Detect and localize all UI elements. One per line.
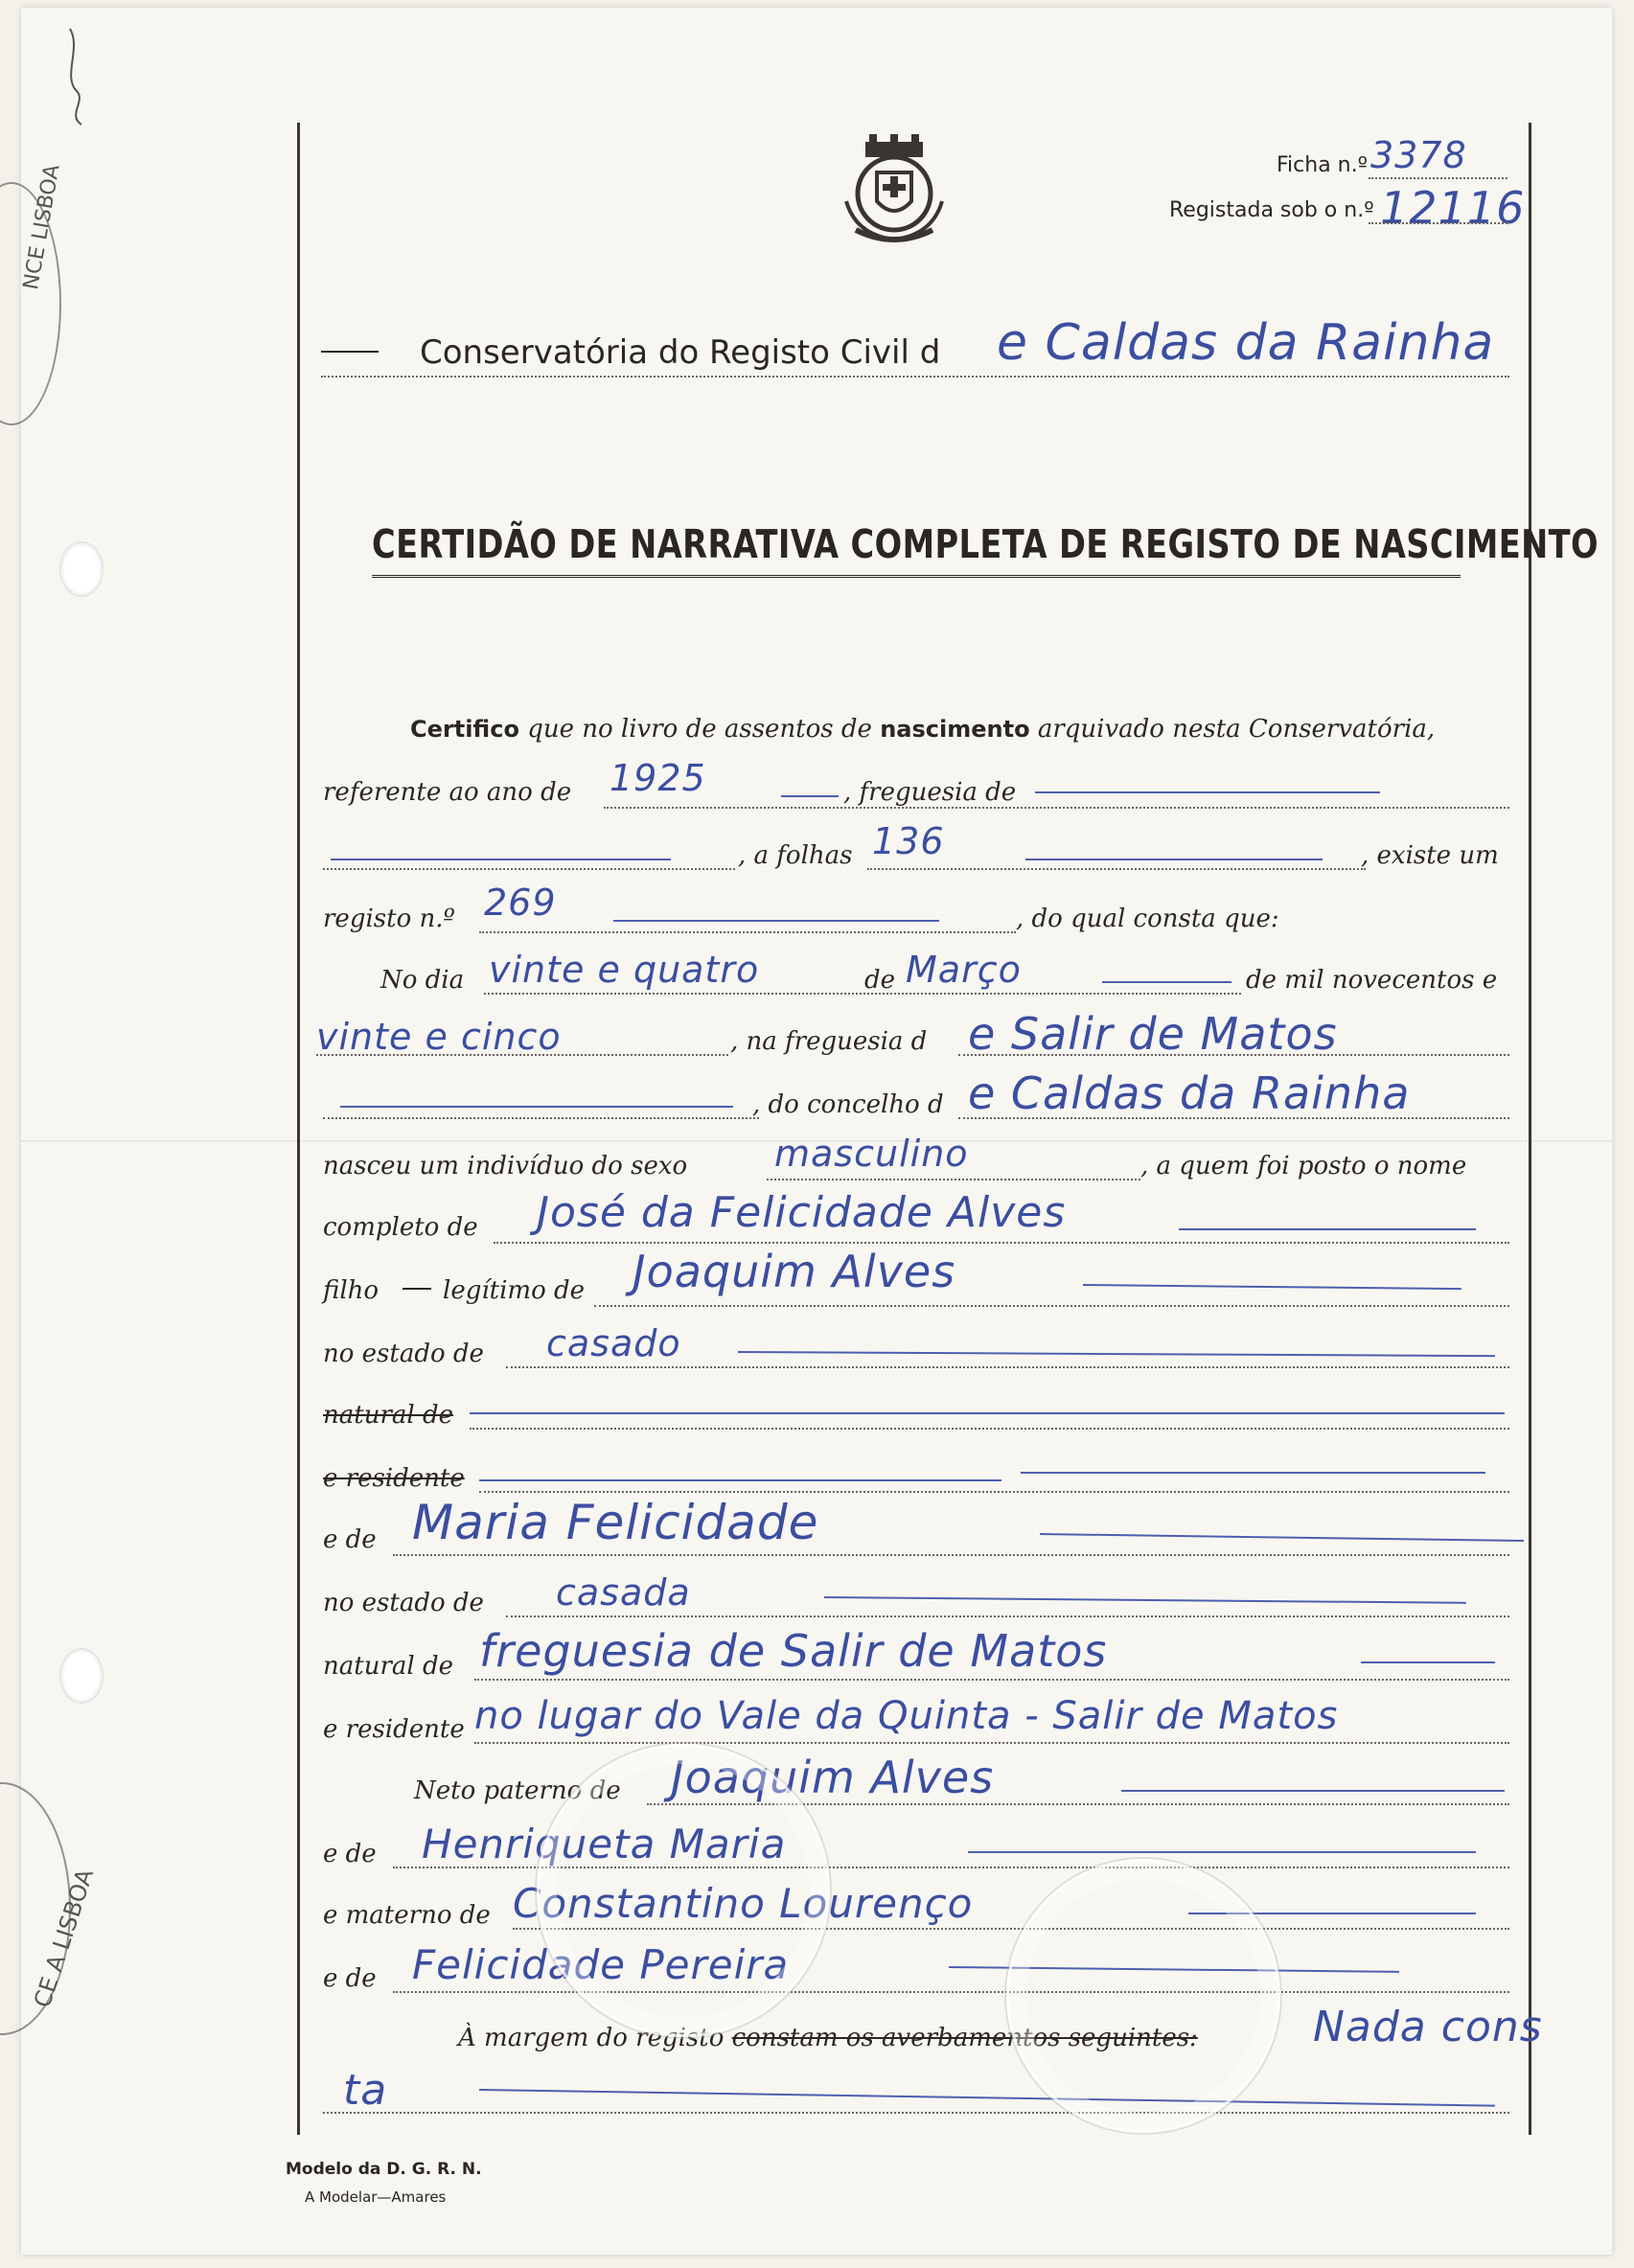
line14-dots [393,1554,1509,1556]
ficha-value: 3378 [1370,134,1467,176]
certifico-text-1: que no livro de assentos de [527,715,872,744]
natural-mae-label: natural de [323,1652,453,1681]
line2-dots [604,807,1509,809]
margem-text: À margem do registo [458,2024,725,2052]
registada-label: Registada sob o n.º [1169,198,1374,222]
certifico-text-2: arquivado nesta Conservatória, [1037,715,1436,744]
line3-dots-2 [867,868,1366,870]
line13-dots [479,1491,1509,1493]
avo-mat-value: Constantino Lourenço [513,1880,974,1927]
avo-mat-f-value: Felicidade Pereira [412,1941,790,1988]
mae-value: Maria Felicidade [412,1495,819,1550]
referente-label: referente ao ano de [323,778,572,807]
punch-hole-top [59,541,104,597]
neto-label: Neto paterno de [414,1776,621,1805]
embossed-seal-left [537,1744,830,2037]
line2-pen-2 [1035,791,1380,793]
document-title: CERTIDÃO DE NARRATIVA COMPLETA DE REGISTO DE NASCIMENTO [372,521,1599,567]
filho-dash [403,1288,431,1290]
materno-label: e materno de [323,1901,491,1930]
estado-mae-label: no estado de [323,1589,484,1617]
line5-dots [484,993,1241,995]
folhas-label: , a folhas [738,841,853,870]
line4-dots [479,931,1016,933]
line3-pen-1 [331,859,671,860]
sexo-value: masculino [774,1133,969,1175]
quem-label: , a quem foi posto o nome [1140,1152,1467,1180]
avo-pat-value: Joaquim Alves [671,1752,995,1803]
line6-dots-1 [316,1054,728,1056]
certifico-bold-2: nascimento [880,716,1030,743]
line10-dots [594,1305,1509,1307]
line15-dots [506,1615,1509,1617]
legitimo-label: legítimo de [443,1276,586,1305]
conservatoria-dots [321,376,1509,378]
registo-label: registo n.º [323,905,455,933]
ano-extenso: vinte e cinco [316,1016,562,1058]
estado-pai-value: casado [546,1322,681,1364]
mes-value: Março [906,949,1022,991]
concelho-value: e Caldas da Rainha [968,1067,1411,1119]
certifico-bold: Certifico [410,716,519,743]
registo-value: 269 [484,882,557,924]
natural-pai-label: natural de [323,1401,453,1430]
certifico-line [410,715,1435,744]
line21-dots [393,1991,1509,1993]
freguesia-label: , freguesia de [843,778,1017,807]
embossed-seal-right [1006,1859,1280,2133]
folhas-value: 136 [872,820,945,862]
line18-pen [1121,1790,1505,1792]
ficha-label: Ficha n.º [1277,153,1368,177]
nasceu-label: nasceu um indivíduo do sexo [323,1152,688,1180]
ficha-dots [1369,177,1507,179]
estado-mae-value: casada [556,1571,691,1614]
line7-dots-2 [958,1117,1509,1119]
de-label: de [864,966,896,995]
line5-pen [1102,981,1231,983]
e-de-mae-label: e de [323,1525,377,1554]
line3-dots-1 [323,868,735,870]
margem-strike-text: constam os averbamentos seguintes: [731,2024,1198,2052]
residente-mae-label: e residente [323,1715,465,1744]
frame-left-rule [297,123,300,2135]
dia-value: vinte e quatro [489,949,760,991]
line9-pen [1179,1228,1476,1230]
na-freguesia-label: , na freguesia d [730,1027,928,1056]
completo-label: completo de [323,1213,478,1242]
freguesia-nasc-value: e Salir de Matos [968,1008,1338,1060]
line12-dots [470,1428,1509,1430]
line7-pen [340,1106,733,1108]
no-dia-label: No dia [380,966,465,995]
line17-dots [474,1742,1509,1744]
natural-mae-value: freguesia de Salir de Matos [479,1625,1108,1677]
margem-value-1: Nada cons [1313,2003,1543,2051]
conservatoria-value: e Caldas da Rainha [997,314,1495,372]
line11-dots [506,1366,1509,1368]
line4-pen [613,920,939,922]
line23-dots [323,2112,1509,2114]
line9-dots [494,1242,1509,1244]
line13-pen-2 [1021,1472,1485,1474]
line8-dots [767,1179,1140,1180]
registada-dots [1369,222,1507,224]
estado-pai-label: no estado de [323,1340,484,1368]
conservatoria-label: Conservatória do Registo Civil d [420,333,941,372]
concelho-label: , do concelho d [752,1090,944,1119]
line6-dots-2 [958,1054,1509,1056]
existe-label: , existe um [1361,841,1499,870]
line7-dots [323,1117,759,1119]
stamp-bottom-text: CE A LISBOA [29,1866,100,2011]
line2-pen-1 [781,795,839,797]
ano-value: 1925 [610,757,706,799]
line12-pen [470,1412,1505,1414]
line3-pen-2 [1025,859,1323,860]
punch-hole-bottom [59,1648,104,1704]
margem-value-2: ta [343,2066,388,2115]
residente-mae-value: no lugar do Vale da Quinta - Salir de Matos [474,1694,1339,1738]
e-de-2-label: e de [323,1840,377,1868]
nome-value: José da Felicidade Alves [537,1188,1067,1237]
avo-pat-f-value: Henriqueta Maria [422,1821,787,1867]
title-underline [372,575,1461,578]
line19-pen [968,1851,1476,1853]
line16-dots [474,1679,1509,1681]
modelo-text: Modelo da D. G. R. N. [286,2160,482,2179]
conservatoria-dash [321,351,379,353]
frame-right-rule [1529,123,1531,2135]
do-qual-label: , do qual consta que: [1016,905,1279,933]
pai-value: Joaquim Alves [633,1246,956,1297]
registada-value: 12116 [1380,182,1526,234]
residente-pai-label: e residente [323,1464,465,1493]
coat-of-arms-icon [837,134,952,244]
line13-pen-1 [479,1479,1001,1481]
stamp-top-text: NCE LISBOA [19,162,65,292]
pencil-mark-icon [53,24,96,129]
mil-label: de mil novecentos e [1246,966,1498,995]
line16-pen [1361,1661,1495,1663]
e-de-3-label: e de [323,1964,377,1993]
printer-text: A Modelar—Amares [305,2188,447,2206]
filho-label: filho [323,1276,380,1305]
